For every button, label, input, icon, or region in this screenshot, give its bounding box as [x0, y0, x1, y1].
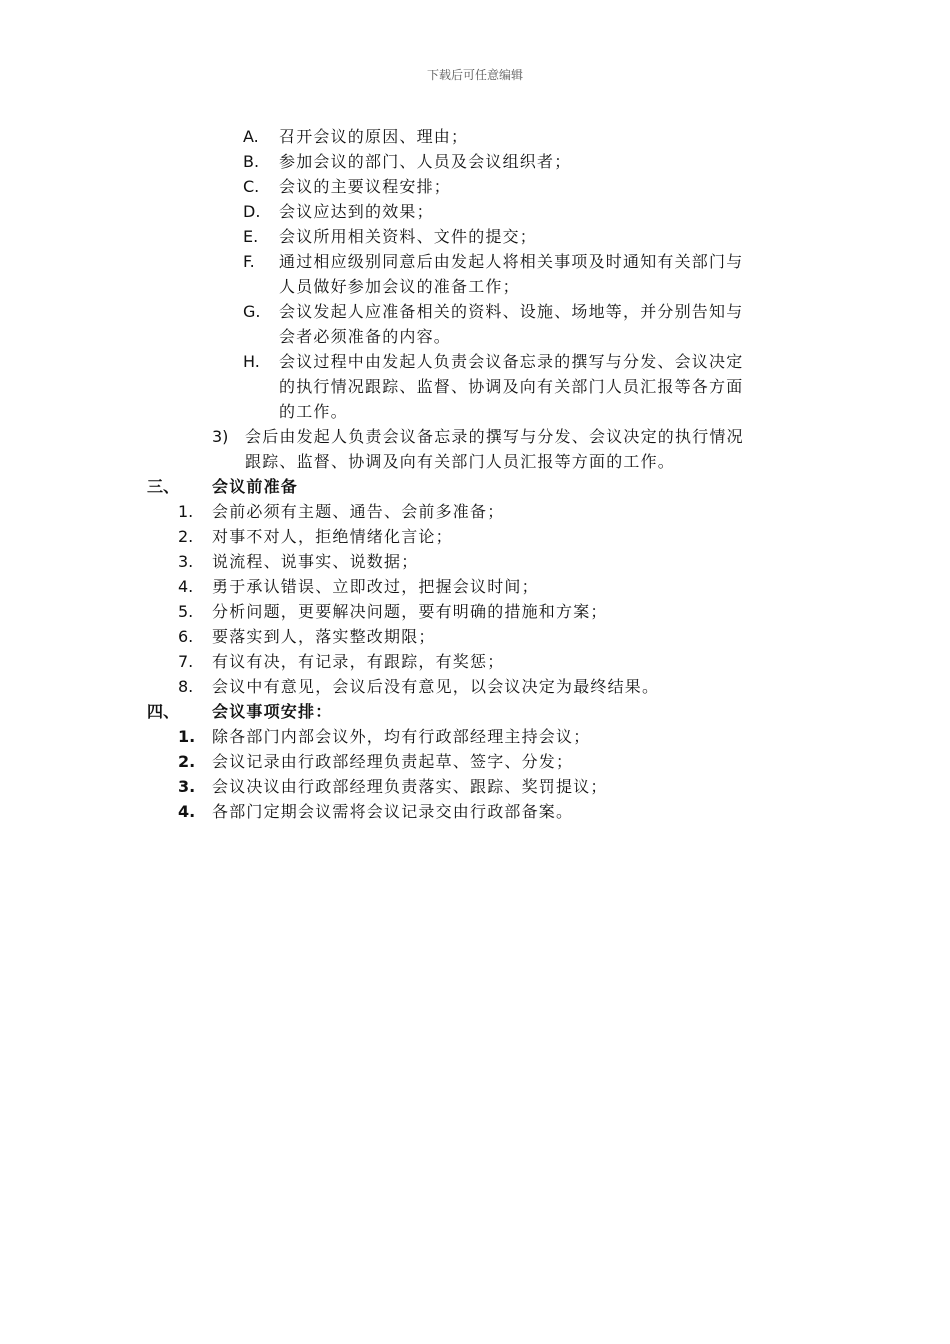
section-title: 会议事项安排：	[212, 702, 333, 721]
item-text: 会议中有意见，会议后没有意见，以会议决定为最终结果。	[212, 677, 660, 696]
item-text: 跟踪、监督、协调及向有关部门人员汇报等方面的工作。	[245, 452, 676, 471]
item-text: 分析问题，更要解决问题，要有明确的措施和方案；	[212, 602, 608, 621]
item-text: 会议的主要议程安排；	[279, 177, 452, 196]
item-text: 会议所用相关资料、文件的提交；	[279, 227, 538, 246]
item-text: 会议发起人应准备相关的资料、设施、场地等，并分别告知与	[279, 302, 744, 321]
page-header: 下载后可任意编辑	[426, 68, 523, 82]
item-text: 会后由发起人负责会议备忘录的撰写与分发、会议决定的执行情况	[245, 427, 744, 446]
item-label: A.	[243, 127, 259, 146]
item-label: F.	[243, 252, 255, 271]
item-label: 2.	[178, 752, 196, 771]
item-text: 参加会议的部门、人员及会议组织者；	[279, 152, 572, 171]
item-text: 勇于承认错误、立即改过，把握会议时间；	[212, 577, 539, 596]
item-label: 8.	[178, 677, 194, 696]
item-label: 2.	[178, 527, 194, 546]
item-text: 除各部门内部会议外，均有行政部经理主持会议；	[212, 727, 591, 746]
item-label: 6.	[178, 627, 194, 646]
item-text: 各部门定期会议需将会议记录交由行政部备案。	[212, 802, 574, 821]
section-number: 四、	[147, 702, 180, 721]
item-label: 7.	[178, 652, 194, 671]
item-label: 4.	[178, 577, 194, 596]
item-label: 4.	[178, 802, 196, 821]
item-text: 的工作。	[279, 402, 348, 421]
item-label: G.	[243, 302, 261, 321]
item-text: 会议过程中由发起人负责会议备忘录的撰写与分发、会议决定	[279, 352, 744, 371]
item-label: 1.	[178, 502, 194, 521]
item-label: D.	[243, 202, 261, 221]
item-text: 有议有决，有记录，有跟踪，有奖惩；	[212, 652, 505, 671]
item-label: 5.	[178, 602, 194, 621]
item-label: H.	[243, 352, 260, 371]
item-text: 对事不对人，拒绝情绪化言论；	[212, 527, 453, 546]
item-text: 人员做好参加会议的准备工作；	[279, 277, 520, 296]
item-text: 说流程、说事实、说数据；	[212, 552, 419, 571]
item-label: 3)	[212, 427, 229, 446]
item-text: 会前必须有主题、通告、会前多准备；	[212, 502, 505, 521]
item-label: B.	[243, 152, 260, 171]
item-label: E.	[243, 227, 259, 246]
item-text: 要落实到人，落实整改期限；	[212, 627, 436, 646]
item-label: 3.	[178, 777, 196, 796]
item-text: 会议应达到的效果；	[279, 202, 434, 221]
section-number: 三、	[147, 477, 180, 496]
item-label: 3.	[178, 552, 194, 571]
item-text: 会议记录由行政部经理负责起草、签字、分发；	[212, 752, 574, 771]
item-text: 的执行情况跟踪、监督、协调及向有关部门人员汇报等各方面	[279, 377, 744, 396]
item-text: 通过相应级别同意后由发起人将相关事项及时通知有关部门与	[279, 252, 744, 271]
item-text: 召开会议的原因、理由；	[279, 127, 469, 146]
item-label: 1.	[178, 727, 196, 746]
item-text: 会者必须准备的内容。	[279, 327, 452, 346]
item-text: 会议决议由行政部经理负责落实、跟踪、奖罚提议；	[212, 777, 608, 796]
section-title: 会议前准备	[212, 477, 299, 496]
item-label: C.	[243, 177, 260, 196]
